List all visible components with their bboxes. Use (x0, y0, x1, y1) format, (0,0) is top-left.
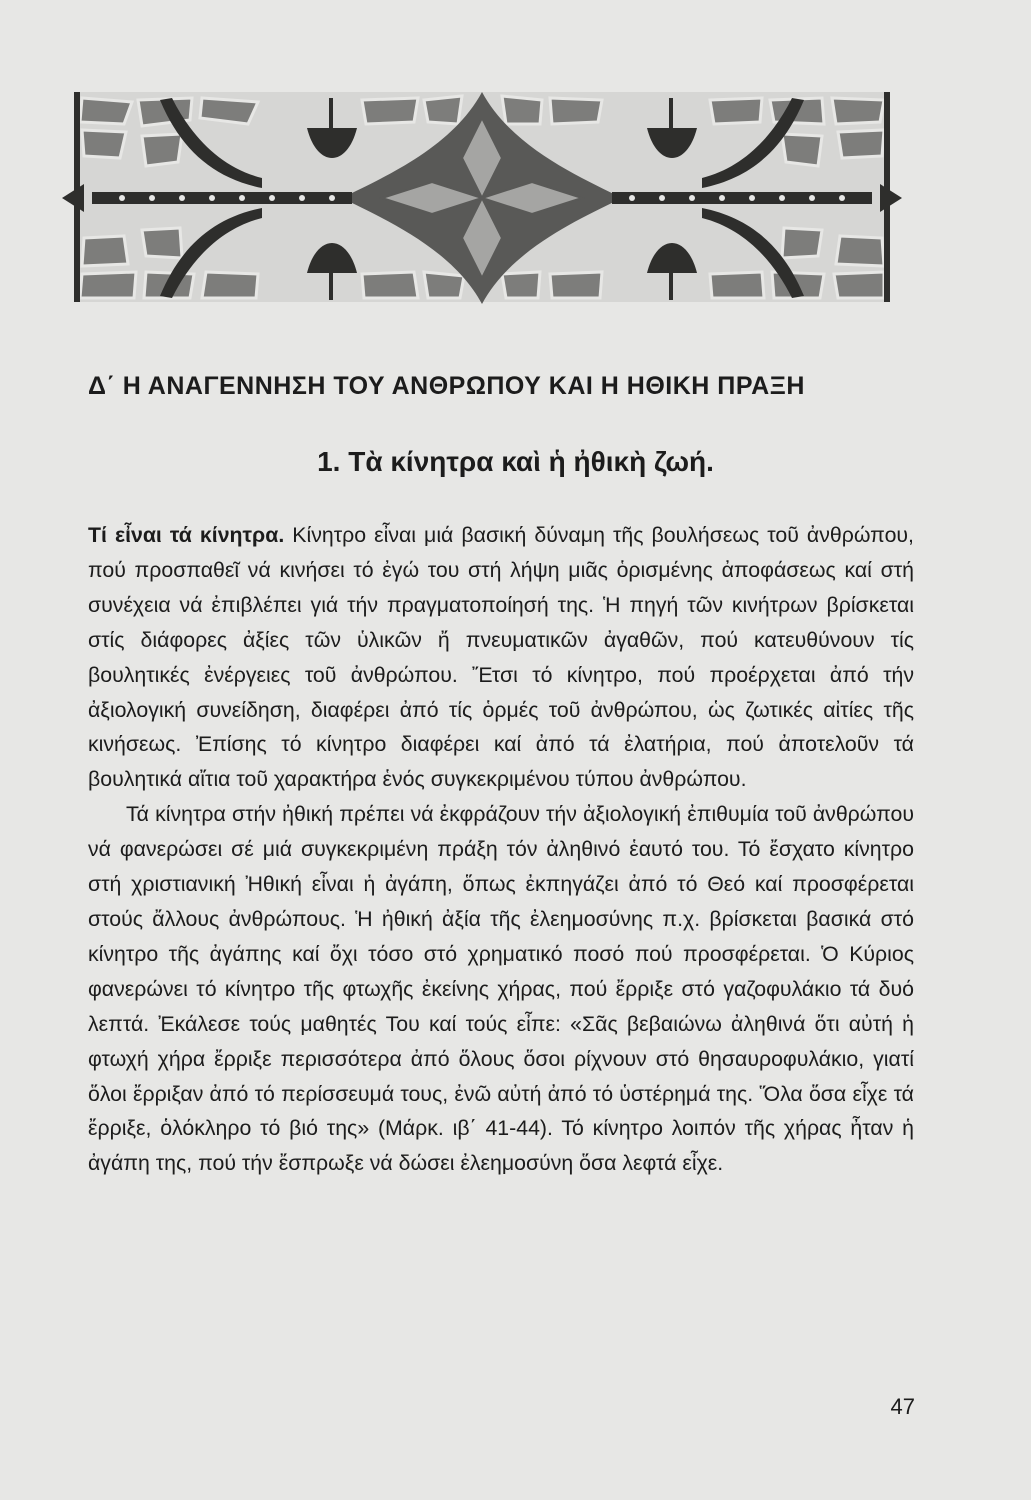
chapter-title: Δ΄ Η ΑΝΑΓΕΝΝΗΣΗ ΤΟΥ ΑΝΘΡΩΠΟΥ ΚΑΙ Η ΗΘΙΚΗ ΠΡΑΞΗ (88, 372, 805, 400)
paragraph-2: Τά κίνητρα στήν ἠθική πρέπει νά ἐκφράζουν τήν ἀξιολογική ἐπιθυμία τοῦ ἀνθρώπου νά φανερώσει σέ μιά συγκεκριμένη πράξη τόν ἀληθινό ἑαυτό του. Τό ἔσχατο κίνητρο στή χριστιανική Ἠθική εἶναι ἡ ἀγάπη, ὅπως ἐκπηγάζει ἀπό τό Θεό καί προσφέρεται στούς ἄλλους ἀνθρώπους. Ἡ ἠθική ἀξία τῆς ἐλεημοσύνης π.χ. βρίσκεται βασικά στό κίνητρο τῆς ἀγάπης καί ὄχι τόσο στό χρηματικό ποσό πού προσφέρεται. Ὁ Κύριος φανερώνει τό κίνητρο τῆς φτωχῆς ἐκείνης χήρας, πού ἔρριξε στό γαζοφυλάκιο τά δυό λεπτά. Ἐκάλεσε τούς μαθητές Του καί τούς εἶπε: «Σᾶς βεβαιώνω ἀληθινά ὅτι αὐτή ἡ φτωχή χήρα ἔρριξε περισσότερα ἀπό ὅλους ὅσοι ρίχνουν στό θησαυροφυλάκιο, γιατί ὅλοι ἔρριξαν ἀπό τό περίσσευμά τους, ἐνῶ αὐτή ἀπό τό ὑστέρημά της. Ὅλα ὅσα εἶχε τά ἔρριξε, ὁλόκληρο τό βιό της» (Μάρκ. ιβ΄ 41-44). Τό κίνητρο λοιπόν τῆς χήρας ἦταν ἡ ἀγάπη της, πού τήν ἔσπρωξε νά δώσει ἐλεημοσύνη ὅσα λεφτά εἶχε. (88, 802, 914, 1176)
page-number: 47 (890, 1394, 915, 1419)
section-title: 1. Τὰ κίνητρα καὶ ἡ ἠθικὴ ζωή. (317, 446, 714, 477)
mosaic-ornament-icon (62, 78, 902, 318)
paragraph-1-text: Κίνητρο εἶναι μιά βασική δύναμη τῆς βουλήσεως τοῦ ἀνθρώπου, πού προσπαθεῖ νά κινήσει τό ἐγώ του στή λήψη μιᾶς ὁρισμένης ἀποφάσεως καί στή συνέχεια νά ἐπιβλέπει γιά τήν πραγματοποίησή της. Ἡ πηγή τῶν κινήτρων βρίσκεται στίς διάφορες ἀξίες τῶν ὑλικῶν ἤ πνευματικῶν ἀγαθῶν, πού κατευθύνουν τίς βουλητικές ἐνέργειες τοῦ ἀνθρώπου. Ἔτσι τό κίνητρο, πού προέρχεται ἀπό τήν ἀξιολογική συνείδηση, διαφέρει ἀπό τίς ὁρμές τοῦ ἀνθρώπου, ὡς ζωτικές αἰτίες τῆς κινήσεως. Ἐπίσης τό κίνητρο διαφέρει καί ἀπό τά ἐλατήρια, πού ἀποτελοῦν τά βουλητικά αἴτια τοῦ χαρακτήρα ἑνός συγκεκριμένου τύπου ἀνθρώπου. (88, 523, 914, 792)
paragraph-1 (88, 518, 914, 797)
paragraph-lead-heading: Τί εἶναι τά κίνητρα. (88, 523, 285, 547)
body-text (88, 518, 914, 1181)
